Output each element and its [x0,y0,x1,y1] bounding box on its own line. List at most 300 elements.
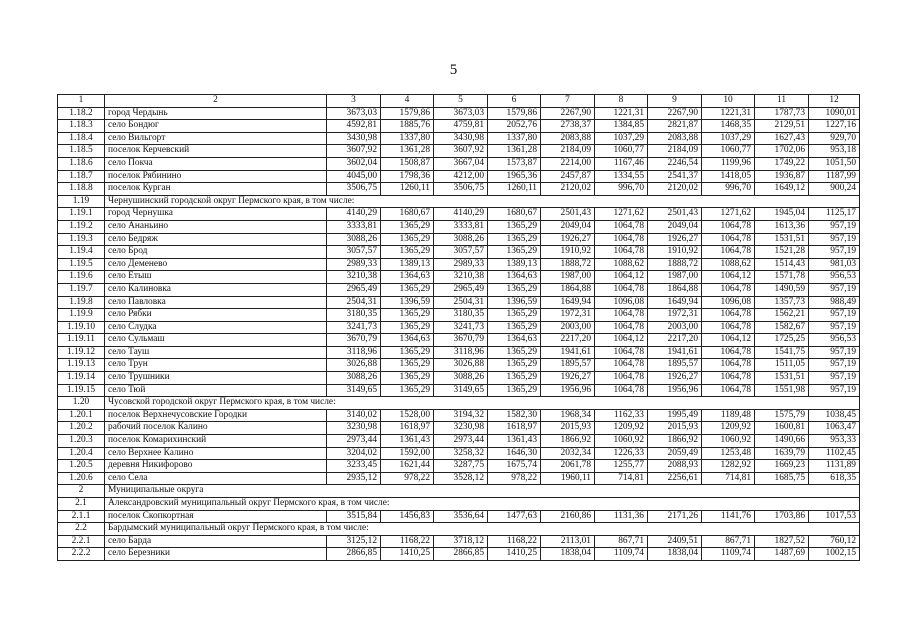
table-row [58,271,860,284]
value-cell: 2214,00 [541,157,595,170]
value-cell: 1956,96 [648,384,702,397]
value-cell: 2409,51 [648,535,702,548]
column-number-cell: 12 [809,95,860,108]
value-cell: 1613,36 [755,220,809,233]
value-cell: 1531,51 [755,372,809,385]
row-code: 1.20.3 [58,435,105,448]
value-cell: 1680,67 [381,208,434,221]
settlement-name: село Рябки [105,309,327,322]
value-cell: 1888,72 [541,258,595,271]
value-cell: 1926,27 [648,233,702,246]
value-cell: 1064,78 [595,283,648,296]
table-row [58,409,860,422]
value-cell: 2113,01 [541,535,595,548]
value-cell: 2184,09 [648,145,702,158]
value-cell: 2989,33 [434,258,488,271]
value-cell: 1282,92 [702,460,755,473]
value-cell: 2541,37 [648,170,702,183]
value-cell: 1365,29 [381,372,434,385]
value-cell: 1410,25 [488,548,541,561]
value-cell: 1725,25 [755,334,809,347]
settlement-name: село Брод [105,246,327,259]
value-cell: 957,19 [809,246,860,259]
table-row [58,548,860,561]
value-cell: 996,70 [702,183,755,196]
value-cell: 1060,77 [595,145,648,158]
column-number-cell: 4 [381,95,434,108]
value-cell: 3210,38 [327,271,381,284]
row-code: 2.1.1 [58,510,105,523]
value-cell: 1941,61 [541,346,595,359]
value-cell: 957,19 [809,283,860,296]
table-row [58,384,860,397]
value-cell: 957,19 [809,359,860,372]
row-code: 1.18.6 [58,157,105,170]
tariff-table [57,94,860,561]
value-cell: 2083,88 [541,132,595,145]
value-cell: 978,22 [381,472,434,485]
value-cell: 1528,00 [381,409,434,422]
settlement-name: город Чернушка [105,208,327,221]
row-code: 1.18.7 [58,170,105,183]
value-cell: 3607,92 [327,145,381,158]
value-cell: 3118,96 [434,346,488,359]
value-cell: 2061,78 [541,460,595,473]
row-code: 1.19.1 [58,208,105,221]
value-cell: 1490,66 [755,435,809,448]
value-cell: 1361,43 [488,435,541,448]
value-cell: 1096,08 [595,296,648,309]
settlement-name: поселок Керчевский [105,145,327,158]
settlement-name: село Трушники [105,372,327,385]
value-cell: 1703,86 [755,510,809,523]
value-cell: 3718,12 [434,535,488,548]
value-cell: 1064,78 [702,346,755,359]
table-row [58,321,860,334]
value-cell: 1365,29 [488,346,541,359]
value-cell: 2457,87 [541,170,595,183]
value-cell: 2501,43 [541,208,595,221]
row-code: 1.19.7 [58,283,105,296]
value-cell: 1956,96 [541,384,595,397]
table-row [58,535,860,548]
value-cell: 957,19 [809,220,860,233]
value-cell: 3149,65 [327,384,381,397]
value-cell: 1064,78 [595,346,648,359]
table-row [58,258,860,271]
value-cell: 2032,34 [541,447,595,460]
value-cell: 1365,29 [381,233,434,246]
value-cell: 867,71 [702,535,755,548]
value-cell: 1787,73 [755,107,809,120]
row-code: 1.18.4 [58,132,105,145]
value-cell: 1511,05 [755,359,809,372]
value-cell: 3026,88 [434,359,488,372]
table-row [58,233,860,246]
value-cell: 1562,21 [755,309,809,322]
value-cell: 1646,30 [488,447,541,460]
section-title: Бардымский муниципальный округ Пермского края, в том числе: [105,523,860,536]
value-cell: 1702,06 [755,145,809,158]
value-cell: 2217,20 [541,334,595,347]
section-title: Александровский муниципальный округ Пермского края, в том числе: [105,498,860,511]
row-code: 1.20.6 [58,472,105,485]
value-cell: 2003,00 [541,321,595,334]
table-row [58,472,860,485]
value-cell: 3088,26 [327,233,381,246]
settlement-name: село Тюй [105,384,327,397]
value-cell: 2821,87 [648,120,702,133]
table-row [58,107,860,120]
row-code: 2.2.2 [58,548,105,561]
value-cell: 2504,31 [434,296,488,309]
value-cell: 1514,43 [755,258,809,271]
value-cell: 1456,83 [381,510,434,523]
value-cell: 3026,88 [327,359,381,372]
value-cell: 1168,22 [381,535,434,548]
value-cell: 2015,93 [541,422,595,435]
value-cell: 2935,12 [327,472,381,485]
row-code: 1.19.13 [58,359,105,372]
value-cell: 2973,44 [327,435,381,448]
value-cell: 2965,49 [327,283,381,296]
table-row [58,145,860,158]
value-cell: 1888,72 [648,258,702,271]
section-row [58,485,860,498]
section-code: 2 [58,485,105,498]
table-row [58,359,860,372]
value-cell: 3528,12 [434,472,488,485]
value-cell: 1064,78 [595,321,648,334]
settlement-name: город Чердынь [105,107,327,120]
value-cell: 3194,32 [434,409,488,422]
settlement-name: деревня Никифорово [105,460,327,473]
value-cell: 1109,74 [595,548,648,561]
value-cell: 1995,49 [648,409,702,422]
value-cell: 3258,32 [434,447,488,460]
value-cell: 1060,92 [702,435,755,448]
table-row [58,170,860,183]
value-cell: 1945,04 [755,208,809,221]
value-cell: 3536,64 [434,510,488,523]
value-cell: 2171,26 [648,510,702,523]
value-cell: 1064,78 [702,384,755,397]
value-cell: 3140,02 [327,409,381,422]
value-cell: 1167,46 [595,157,648,170]
settlement-name: село Березники [105,548,327,561]
value-cell: 929,70 [809,132,860,145]
row-code: 1.19.8 [58,296,105,309]
value-cell: 1827,52 [755,535,809,548]
value-cell: 957,19 [809,384,860,397]
value-cell: 1090,01 [809,107,860,120]
value-cell: 1627,43 [755,132,809,145]
value-cell: 1895,57 [541,359,595,372]
value-cell: 1508,87 [381,157,434,170]
value-cell: 1187,99 [809,170,860,183]
value-cell: 1396,59 [488,296,541,309]
value-cell: 1926,27 [541,372,595,385]
value-cell: 1060,92 [595,435,648,448]
value-cell: 2083,88 [648,132,702,145]
value-cell: 2049,04 [541,220,595,233]
value-cell: 1364,63 [488,334,541,347]
value-cell: 1253,48 [702,447,755,460]
value-cell: 1582,67 [755,321,809,334]
value-cell: 1064,78 [595,246,648,259]
page-number: 5 [449,62,458,78]
value-cell: 1064,78 [702,359,755,372]
value-cell: 1365,29 [488,220,541,233]
value-cell: 1618,97 [381,422,434,435]
value-cell: 2217,20 [648,334,702,347]
value-cell: 3673,03 [327,107,381,120]
section-code: 1.19 [58,195,105,208]
value-cell: 2989,33 [327,258,381,271]
value-cell: 2504,31 [327,296,381,309]
value-cell: 1396,59 [381,296,434,309]
settlement-name: рабочий поселок Калино [105,422,327,435]
value-cell: 1365,29 [488,309,541,322]
section-row [58,195,860,208]
value-cell: 4759,81 [434,120,488,133]
row-code: 1.18.8 [58,183,105,196]
value-cell: 1361,43 [381,435,434,448]
value-cell: 1088,62 [595,258,648,271]
value-cell: 3149,65 [434,384,488,397]
table-row [58,220,860,233]
row-code: 1.19.2 [58,220,105,233]
table-row [58,296,860,309]
value-cell: 2049,04 [648,220,702,233]
value-cell: 1364,63 [381,334,434,347]
value-cell: 981,03 [809,258,860,271]
value-cell: 1649,94 [648,296,702,309]
value-cell: 1365,29 [381,346,434,359]
value-cell: 1573,87 [488,157,541,170]
row-code: 1.20.2 [58,422,105,435]
table-row [58,422,860,435]
section-title: Муниципальные округа [105,485,860,498]
value-cell: 957,19 [809,346,860,359]
value-cell: 1384,85 [595,120,648,133]
value-cell: 1618,97 [488,422,541,435]
value-cell: 1960,11 [541,472,595,485]
value-cell: 1749,22 [755,157,809,170]
value-cell: 3088,26 [434,233,488,246]
value-cell: 2129,51 [755,120,809,133]
column-number-cell: 7 [541,95,595,108]
value-cell: 1162,33 [595,409,648,422]
value-cell: 1337,80 [488,132,541,145]
value-cell: 1571,78 [755,271,809,284]
value-cell: 1965,36 [488,170,541,183]
table-row [58,309,860,322]
value-cell: 953,18 [809,145,860,158]
table-row [58,208,860,221]
value-cell: 2267,90 [648,107,702,120]
row-code: 1.19.9 [58,309,105,322]
value-cell: 3506,75 [434,183,488,196]
value-cell: 3333,81 [434,220,488,233]
row-code: 1.20.4 [58,447,105,460]
value-cell: 2965,49 [434,283,488,296]
settlement-name: село Павловка [105,296,327,309]
section-title: Чернушинский городской округ Пермского края, в том числе: [105,195,860,208]
value-cell: 1209,92 [702,422,755,435]
row-code: 1.18.2 [58,107,105,120]
settlement-name: село Бедряж [105,233,327,246]
value-cell: 1131,89 [809,460,860,473]
value-cell: 4212,00 [434,170,488,183]
value-cell: 3180,35 [434,309,488,322]
settlement-name: село Калиновка [105,283,327,296]
value-cell: 1361,28 [488,145,541,158]
value-cell: 1064,78 [702,233,755,246]
value-cell: 1669,23 [755,460,809,473]
table-row [58,283,860,296]
value-cell: 1064,78 [702,372,755,385]
value-cell: 1365,29 [381,359,434,372]
row-code: 1.19.5 [58,258,105,271]
value-cell: 1064,78 [595,220,648,233]
value-cell: 1365,29 [488,283,541,296]
value-cell: 3506,75 [327,183,381,196]
column-number-cell: 9 [648,95,702,108]
value-cell: 1255,77 [595,460,648,473]
value-cell: 988,49 [809,296,860,309]
value-cell: 1227,16 [809,120,860,133]
value-cell: 2120,02 [541,183,595,196]
value-cell: 1361,28 [381,145,434,158]
value-cell: 1037,29 [702,132,755,145]
value-cell: 1972,31 [541,309,595,322]
value-cell: 1060,77 [702,145,755,158]
value-cell: 1221,31 [702,107,755,120]
value-cell: 4140,29 [327,208,381,221]
row-code: 1.19.12 [58,346,105,359]
value-cell: 3670,79 [327,334,381,347]
value-cell: 1864,88 [541,283,595,296]
settlement-name: село Тауш [105,346,327,359]
row-code: 1.19.3 [58,233,105,246]
value-cell: 1260,11 [381,183,434,196]
value-cell: 1064,12 [702,271,755,284]
value-cell: 2501,43 [648,208,702,221]
row-code: 1.20.1 [58,409,105,422]
value-cell: 3125,12 [327,535,381,548]
value-cell: 1936,87 [755,170,809,183]
settlement-name: село Бондюг [105,120,327,133]
row-code: 1.19.4 [58,246,105,259]
value-cell: 1972,31 [648,309,702,322]
section-row [58,523,860,536]
value-cell: 1096,08 [702,296,755,309]
value-cell: 1064,78 [702,283,755,296]
section-row [58,498,860,511]
value-cell: 1639,79 [755,447,809,460]
column-number-cell: 1 [58,95,105,108]
value-cell: 1365,29 [488,359,541,372]
value-cell: 714,81 [595,472,648,485]
settlement-name: село Барда [105,535,327,548]
value-cell: 1131,36 [595,510,648,523]
value-cell: 1410,25 [381,548,434,561]
value-cell: 1168,22 [488,535,541,548]
value-cell: 1365,29 [381,309,434,322]
settlement-name: поселок Комарихинский [105,435,327,448]
value-cell: 1866,92 [541,435,595,448]
section-code: 1.20 [58,397,105,410]
value-cell: 3230,98 [327,422,381,435]
settlement-name: село Ананьино [105,220,327,233]
value-cell: 2866,85 [434,548,488,561]
value-cell: 1189,48 [702,409,755,422]
value-cell: 1141,76 [702,510,755,523]
table-row [58,157,860,170]
value-cell: 1675,74 [488,460,541,473]
settlement-name: село Етыш [105,271,327,284]
value-cell: 957,19 [809,233,860,246]
value-cell: 1125,17 [809,208,860,221]
value-cell: 957,19 [809,321,860,334]
row-code: 1.19.11 [58,334,105,347]
value-cell: 1109,74 [702,548,755,561]
value-cell: 2267,90 [541,107,595,120]
value-cell: 1271,62 [595,208,648,221]
value-cell: 1365,29 [488,321,541,334]
value-cell: 2088,93 [648,460,702,473]
value-cell: 2052,76 [488,120,541,133]
value-cell: 1579,86 [381,107,434,120]
value-cell: 1490,59 [755,283,809,296]
settlement-name: село Трун [105,359,327,372]
value-cell: 1364,63 [381,271,434,284]
value-cell: 618,35 [809,472,860,485]
settlement-name: село Вильгорт [105,132,327,145]
value-cell: 1038,45 [809,409,860,422]
row-code: 1.18.5 [58,145,105,158]
row-code: 1.19.10 [58,321,105,334]
value-cell: 3667,04 [434,157,488,170]
row-code: 2.2.1 [58,535,105,548]
value-cell: 1064,78 [702,246,755,259]
table-row [58,460,860,473]
value-cell: 1468,35 [702,120,755,133]
value-cell: 956,53 [809,334,860,347]
value-cell: 1365,29 [488,233,541,246]
settlement-name: поселок Курган [105,183,327,196]
table-row [58,132,860,145]
value-cell: 957,19 [809,372,860,385]
value-cell: 1910,92 [648,246,702,259]
value-cell: 1064,78 [702,321,755,334]
value-cell: 900,24 [809,183,860,196]
value-cell: 1487,69 [755,548,809,561]
column-number-cell: 5 [434,95,488,108]
value-cell: 1987,00 [648,271,702,284]
value-cell: 2003,00 [648,321,702,334]
value-cell: 1337,80 [381,132,434,145]
value-cell: 3430,98 [434,132,488,145]
value-cell: 1365,29 [381,246,434,259]
row-code: 1.19.6 [58,271,105,284]
value-cell: 957,19 [809,309,860,322]
value-cell: 1199,96 [702,157,755,170]
settlement-name: село Слудка [105,321,327,334]
value-cell: 1221,31 [595,107,648,120]
value-cell: 2015,93 [648,422,702,435]
